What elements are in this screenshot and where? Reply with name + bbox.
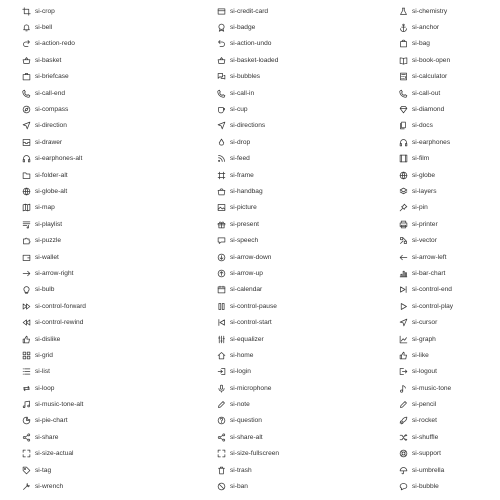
icon-list-item[interactable] <box>399 101 500 117</box>
icon-list-item[interactable] <box>399 462 500 478</box>
icon-class-label: si-loop <box>35 384 55 392</box>
icon-list-item[interactable] <box>22 216 182 232</box>
icon-list-item[interactable] <box>399 446 500 462</box>
icon-list-item[interactable] <box>399 134 500 150</box>
icon-class-label: si-note <box>230 401 250 409</box>
icon-list-item[interactable] <box>22 3 182 19</box>
icon-list-item[interactable] <box>22 429 182 445</box>
icon-list-item[interactable] <box>217 265 377 281</box>
icon-class-label: si-bubbles <box>230 73 261 81</box>
grid-icon <box>22 351 31 360</box>
icon-class-label: si-bar-chart <box>412 269 446 277</box>
icon-class-label: si-feed <box>230 155 250 163</box>
map-icon <box>22 203 31 212</box>
icon-list-item[interactable] <box>399 282 500 298</box>
icon-list-item[interactable] <box>399 331 500 347</box>
music-tone-icon <box>399 384 408 393</box>
icon-list-item[interactable] <box>22 380 182 396</box>
icon-column-2 <box>217 3 377 495</box>
icon-list-item[interactable] <box>22 52 182 68</box>
icon-class-label: si-size-fullscreen <box>230 450 280 458</box>
icon-list-item[interactable] <box>217 118 377 134</box>
bulb-icon <box>22 285 31 294</box>
size-fullscreen-icon <box>217 449 226 458</box>
icon-class-label: si-diamond <box>412 106 445 114</box>
icon-class-label: si-layers <box>412 187 437 195</box>
icon-class-label: si-arrow-down <box>230 253 272 261</box>
icon-class-label: si-control-start <box>230 319 272 327</box>
icon-class-label: si-printer <box>412 220 438 228</box>
icon-list-item[interactable] <box>399 249 500 265</box>
credit-card-icon <box>217 7 226 16</box>
badge-icon <box>217 23 226 32</box>
calendar-icon <box>217 285 226 294</box>
icon-class-label: si-bubble <box>412 483 439 491</box>
icon-class-label: si-arrow-up <box>230 269 263 277</box>
arrow-left-icon <box>399 253 408 262</box>
pie-chart-icon <box>22 416 31 425</box>
icon-class-label: si-chemistry <box>412 7 448 15</box>
icon-class-label: si-grid <box>35 351 53 359</box>
list-icon <box>22 367 31 376</box>
icon-list-item[interactable] <box>399 429 500 445</box>
icon-class-label: si-music-tone <box>412 384 452 392</box>
pencil-icon <box>399 400 408 409</box>
layers-icon <box>399 187 408 196</box>
icon-list-item[interactable] <box>399 478 500 494</box>
icon-list-item[interactable] <box>399 232 500 248</box>
handbag-icon <box>217 187 226 196</box>
icon-list-item[interactable] <box>22 314 182 330</box>
icon-class-label: si-anchor <box>412 24 440 32</box>
cursor-icon <box>399 318 408 327</box>
icon-list-item[interactable] <box>22 364 182 380</box>
icon-list-item[interactable] <box>22 282 182 298</box>
icon-class-label: si-control-pause <box>230 302 277 310</box>
icon-list-item[interactable] <box>217 151 377 167</box>
icon-list-item[interactable] <box>217 478 377 494</box>
graph-icon <box>399 335 408 344</box>
icon-class-label: si-bulb <box>35 286 55 294</box>
icon-list-item[interactable] <box>217 413 377 429</box>
icon-list-item[interactable] <box>22 298 182 314</box>
icon-class-label: si-microphone <box>230 384 272 392</box>
icon-class-label: si-share <box>35 433 59 441</box>
icon-class-label: si-credit-card <box>230 7 269 15</box>
icon-class-label: si-map <box>35 204 55 212</box>
briefcase-icon <box>22 72 31 81</box>
icon-class-label: si-ban <box>230 483 248 491</box>
microphone-icon <box>217 384 226 393</box>
icon-list-item[interactable] <box>22 462 182 478</box>
icon-list-item[interactable] <box>217 380 377 396</box>
icon-class-label: si-wallet <box>35 253 59 261</box>
icon-list-item[interactable] <box>217 167 377 183</box>
icon-list-item[interactable] <box>217 3 377 19</box>
icon-list-item[interactable] <box>22 69 182 85</box>
icon-list-item[interactable] <box>399 69 500 85</box>
trash-icon <box>217 466 226 475</box>
icon-class-label: si-question <box>230 417 262 425</box>
logout-icon <box>399 367 408 376</box>
dislike-icon <box>22 335 31 344</box>
icon-class-label: si-puzzle <box>35 237 62 245</box>
icon-list-item[interactable] <box>399 167 500 183</box>
icon-class-label: si-wrench <box>35 483 64 491</box>
like-icon <box>399 351 408 360</box>
icon-list-item[interactable] <box>217 364 377 380</box>
icon-class-label: si-action-redo <box>35 40 75 48</box>
book-open-icon <box>399 56 408 65</box>
icon-list-item[interactable] <box>217 446 377 462</box>
icon-list-item[interactable] <box>217 19 377 35</box>
icon-column-1 <box>22 3 182 495</box>
icon-class-label: si-support <box>412 450 441 458</box>
support-icon <box>399 449 408 458</box>
icon-class-label: si-earphones <box>412 138 451 146</box>
direction-icon <box>22 121 31 130</box>
icon-list-item[interactable] <box>399 314 500 330</box>
pin-icon <box>399 203 408 212</box>
crop-icon <box>22 7 31 16</box>
wallet-icon <box>22 253 31 262</box>
directions-icon <box>217 121 226 130</box>
speech-icon <box>217 236 226 245</box>
frame-icon <box>217 171 226 180</box>
tag-icon <box>22 466 31 475</box>
icon-class-label: si-music-tone-alt <box>35 401 84 409</box>
home-icon <box>217 351 226 360</box>
icon-class-label: si-control-end <box>412 286 452 294</box>
icon-class-label: si-book-open <box>412 56 451 64</box>
icon-list-item[interactable] <box>217 232 377 248</box>
icon-list-item[interactable] <box>399 265 500 281</box>
icon-list-item[interactable] <box>22 265 182 281</box>
question-icon <box>217 416 226 425</box>
icon-class-label: si-tag <box>35 466 52 474</box>
icon-list-item[interactable] <box>217 183 377 199</box>
control-start-icon <box>217 318 226 327</box>
icon-class-label: si-arrow-right <box>35 269 74 277</box>
diamond-icon <box>399 105 408 114</box>
icon-list-item[interactable] <box>399 183 500 199</box>
icon-list-item[interactable] <box>399 52 500 68</box>
calculator-icon <box>399 72 408 81</box>
control-rewind-icon <box>22 318 31 327</box>
icon-list-item[interactable] <box>22 331 182 347</box>
icon-class-label: si-logout <box>412 368 437 376</box>
login-icon <box>217 367 226 376</box>
bell-icon <box>22 23 31 32</box>
bubbles-icon <box>217 72 226 81</box>
icon-column-3 <box>399 3 500 495</box>
icon-class-label: si-list <box>35 368 51 376</box>
icon-list-item[interactable] <box>399 19 500 35</box>
icon-list-item[interactable] <box>22 151 182 167</box>
icon-class-label: si-share-alt <box>230 433 263 441</box>
icon-class-label: si-rocket <box>412 417 437 425</box>
icon-class-label: si-cup <box>230 106 248 114</box>
icon-class-label: si-present <box>230 220 259 228</box>
shuffle-icon <box>399 433 408 442</box>
icon-list-item[interactable] <box>399 298 500 314</box>
icon-class-label: si-control-rewind <box>35 319 84 327</box>
icon-list-item[interactable] <box>399 3 500 19</box>
ban-icon <box>217 482 226 491</box>
icon-list-item[interactable] <box>22 19 182 35</box>
icon-list-item[interactable] <box>22 446 182 462</box>
drawer-icon <box>22 138 31 147</box>
icon-class-label: si-control-forward <box>35 302 86 310</box>
icon-list-item[interactable] <box>399 413 500 429</box>
size-actual-icon <box>22 449 31 458</box>
icon-class-label: si-login <box>230 368 251 376</box>
docs-icon <box>399 121 408 130</box>
anchor-icon <box>399 23 408 32</box>
icon-class-label: si-drop <box>230 138 251 146</box>
puzzle-icon <box>22 236 31 245</box>
icon-list-item[interactable] <box>22 101 182 117</box>
arrow-up-icon <box>217 269 226 278</box>
icon-list-item[interactable] <box>22 167 182 183</box>
loop-icon <box>22 384 31 393</box>
icon-class-label: si-playlist <box>35 220 63 228</box>
icon-class-label: si-globe-alt <box>35 187 68 195</box>
icon-class-label: si-crop <box>35 7 55 15</box>
globe-alt-icon <box>22 187 31 196</box>
icon-class-label: si-action-undo <box>230 40 272 48</box>
icon-class-label: si-cursor <box>412 319 438 327</box>
basket-loaded-icon <box>217 56 226 65</box>
icon-class-label: si-basket <box>35 56 62 64</box>
film-icon <box>399 154 408 163</box>
share-icon <box>22 433 31 442</box>
icon-list-item[interactable] <box>399 118 500 134</box>
icon-list-item[interactable] <box>217 85 377 101</box>
icon-list-item[interactable] <box>217 216 377 232</box>
share-alt-icon <box>217 433 226 442</box>
icon-class-label: si-basket-loaded <box>230 56 279 64</box>
icon-list-item[interactable] <box>399 36 500 52</box>
action-undo-icon <box>217 39 226 48</box>
icon-list-item[interactable] <box>399 216 500 232</box>
printer-icon <box>399 220 408 229</box>
icon-class-label: si-home <box>230 351 254 359</box>
icon-class-label: si-pin <box>412 204 428 212</box>
icon-list-item[interactable] <box>217 134 377 150</box>
arrow-right-icon <box>22 269 31 278</box>
icon-list-item[interactable] <box>217 249 377 265</box>
icon-class-label: si-calendar <box>230 286 263 294</box>
arrow-down-icon <box>217 253 226 262</box>
icon-list-item[interactable] <box>217 282 377 298</box>
icon-list-item[interactable] <box>22 478 182 494</box>
icon-list-item[interactable] <box>399 151 500 167</box>
icon-list-item[interactable] <box>22 249 182 265</box>
icon-class-label: si-umbrella <box>412 466 445 474</box>
rocket-icon <box>399 416 408 425</box>
icon-class-label: si-dislike <box>35 335 61 343</box>
icon-list-item[interactable] <box>399 85 500 101</box>
action-redo-icon <box>22 39 31 48</box>
icon-class-label: si-arrow-left <box>412 253 447 261</box>
icon-list-item[interactable] <box>22 118 182 134</box>
icon-class-label: si-graph <box>412 335 436 343</box>
icon-list-item[interactable] <box>399 396 500 412</box>
control-play-icon <box>399 302 408 311</box>
icon-class-label: si-frame <box>230 171 254 179</box>
earphones-alt-icon <box>22 154 31 163</box>
icon-list-item[interactable] <box>217 36 377 52</box>
icon-class-label: si-compass <box>35 106 69 114</box>
equalizer-icon <box>217 335 226 344</box>
icon-class-label: si-shuffle <box>412 433 439 441</box>
icon-list-item[interactable] <box>22 134 182 150</box>
icon-class-label: si-badge <box>230 24 256 32</box>
icon-list-item[interactable] <box>217 347 377 363</box>
icon-class-label: si-call-end <box>35 89 66 97</box>
basket-icon <box>22 56 31 65</box>
feed-icon <box>217 154 226 163</box>
music-tone-alt-icon <box>22 400 31 409</box>
picture-icon <box>217 203 226 212</box>
icon-list-item[interactable] <box>399 364 500 380</box>
icon-class-label: si-bag <box>412 40 430 48</box>
present-icon <box>217 220 226 229</box>
icon-class-label: si-globe <box>412 171 436 179</box>
drop-icon <box>217 138 226 147</box>
icon-list-item[interactable] <box>399 347 500 363</box>
icon-list-item[interactable] <box>217 298 377 314</box>
icon-list-item[interactable] <box>22 36 182 52</box>
icon-list-item[interactable] <box>217 331 377 347</box>
icon-class-label: si-call-out <box>412 89 441 97</box>
icon-class-label: si-pie-chart <box>35 417 68 425</box>
icon-class-label: si-handbag <box>230 187 263 195</box>
control-end-icon <box>399 285 408 294</box>
bubble-icon <box>399 482 408 491</box>
umbrella-icon <box>399 466 408 475</box>
icon-list-item[interactable] <box>217 101 377 117</box>
folder-alt-icon <box>22 171 31 180</box>
icon-class-label: si-directions <box>230 122 266 130</box>
compass-icon <box>22 105 31 114</box>
icon-class-label: si-call-in <box>230 89 255 97</box>
call-out-icon <box>399 89 408 98</box>
icon-list-item[interactable] <box>22 396 182 412</box>
globe-icon <box>399 171 408 180</box>
playlist-icon <box>22 220 31 229</box>
icon-list-item[interactable] <box>217 429 377 445</box>
wrench-icon <box>22 482 31 491</box>
icon-class-label: si-control-play <box>412 302 454 310</box>
icon-list-item[interactable] <box>217 200 377 216</box>
call-in-icon <box>217 89 226 98</box>
icon-list-item[interactable] <box>217 52 377 68</box>
icon-class-label: si-like <box>412 351 429 359</box>
vector-icon <box>399 236 408 245</box>
icon-list-item[interactable] <box>22 413 182 429</box>
icon-class-label: si-speech <box>230 237 259 245</box>
icon-list-item[interactable] <box>22 183 182 199</box>
icon-class-label: si-size-actual <box>35 450 74 458</box>
icon-list-item[interactable] <box>217 314 377 330</box>
control-pause-icon <box>217 302 226 311</box>
icon-class-label: si-bell <box>35 24 53 32</box>
icon-list-item[interactable] <box>217 396 377 412</box>
icon-class-label: si-earphones-alt <box>35 155 83 163</box>
bag-icon <box>399 39 408 48</box>
icon-list-item[interactable] <box>399 200 500 216</box>
icon-list-item[interactable] <box>22 85 182 101</box>
chemistry-icon <box>399 7 408 16</box>
icon-list-item[interactable] <box>22 200 182 216</box>
call-end-icon <box>22 89 31 98</box>
icon-class-label: si-picture <box>230 204 257 212</box>
icon-list-item[interactable] <box>217 462 377 478</box>
icon-class-label: si-folder-alt <box>35 171 68 179</box>
icon-class-label: si-drawer <box>35 138 63 146</box>
bar-chart-icon <box>399 269 408 278</box>
icon-class-label: si-pencil <box>412 401 437 409</box>
icon-list-item[interactable] <box>399 380 500 396</box>
icon-class-label: si-calculator <box>412 73 448 81</box>
icon-list-item[interactable] <box>217 69 377 85</box>
icon-class-label: si-vector <box>412 237 437 245</box>
icon-class-label: si-equalizer <box>230 335 264 343</box>
note-icon <box>217 400 226 409</box>
icon-class-label: si-film <box>412 155 430 163</box>
icon-class-label: si-trash <box>230 466 252 474</box>
earphones-icon <box>399 138 408 147</box>
icon-class-label: si-briefcase <box>35 73 69 81</box>
icon-class-label: si-direction <box>35 122 67 130</box>
icon-list-item[interactable] <box>22 232 182 248</box>
icon-class-label: si-docs <box>412 122 433 130</box>
control-forward-icon <box>22 302 31 311</box>
icon-list-item[interactable] <box>22 347 182 363</box>
cup-icon <box>217 105 226 114</box>
